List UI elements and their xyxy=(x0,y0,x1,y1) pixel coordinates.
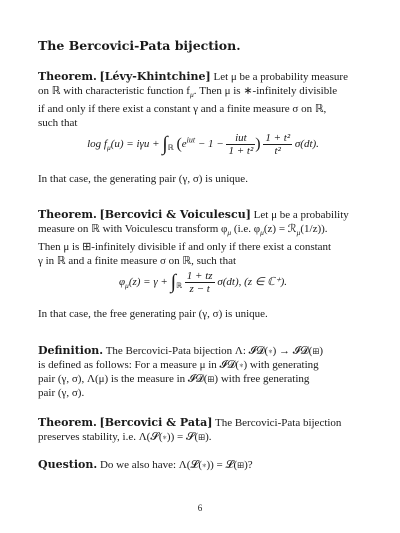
theorem-text: such that xyxy=(38,117,78,130)
eq-mid: (z) = γ + xyxy=(128,276,168,289)
theorem-text: (z) = ℛ xyxy=(263,223,297,235)
theorem-text: preserves stability, i.e. Λ(𝓢(∗)) = 𝓢(⊞). xyxy=(38,431,212,443)
question-text: Do we also have: Λ(𝓛(∗)) = 𝓛(⊞)? xyxy=(99,459,253,471)
equation-levy-khintchine: $\log f_\mu(u) = i\gamma u + \int_ℝ$ ($e^{iut} - 1$ − $\frac{\text{iut}}{\text{1 + t²}}$ ) $\frac{\text{1 + t²}}{\text{t²}}$ σ(dt). xyxy=(87,132,319,157)
theorem-text: (i.e. φ xyxy=(231,223,261,235)
theorem-tag: [Lévy-Khintchine] xyxy=(99,70,211,83)
eq-frac-den: t² xyxy=(274,145,281,157)
eq-minus: − 1 − xyxy=(195,138,224,151)
theorem-text: . Then μ is ∗-infinitely divisible xyxy=(193,85,338,97)
definition-label: Definition. xyxy=(38,344,104,357)
eq-int-sub: ℝ xyxy=(167,143,174,153)
theorem-label: Theorem. xyxy=(38,416,97,429)
theorem-text: (1/z)). xyxy=(300,223,328,235)
eq-tail: σ(dt), (z ∈ ℂ⁺). xyxy=(217,276,288,289)
theorem-bercovici-pata xyxy=(38,416,368,444)
equation-voiculescu: $\varphi_\mu(z) = \gamma + \int_ℝ$ $\frac{1 + tz}{z - t}$ σ(dt), (z ∈ ℂ⁺). xyxy=(118,270,288,295)
eq-mid: (u) = iγu + xyxy=(110,138,160,151)
theorem-text: The Bercovici-Pata bijection xyxy=(214,417,342,429)
theorem-text: if and only if there exist a constant γ and a finite measure σ on ℝ, xyxy=(38,103,327,116)
theorem-tag: [Bercovici & Pata] xyxy=(99,416,213,429)
theorem-text: Let μ be a probability measure xyxy=(213,71,348,83)
question xyxy=(38,458,368,472)
definition-bercovici-pata xyxy=(38,344,368,400)
eq-int-sub: ℝ xyxy=(176,281,183,291)
eq-frac-num: iut xyxy=(226,132,255,145)
eq-lhs: log f xyxy=(87,138,107,151)
page-number: 6 xyxy=(197,503,203,513)
question-label: Question. xyxy=(38,458,98,471)
theorem-after-text: In that case, the free generating pair (γ, σ) is unique. xyxy=(38,308,268,320)
definition-text: pair (γ, σ). xyxy=(38,387,85,399)
theorem-text: Then μ is ⊞-infinitely divisible if and only if there exist a constant xyxy=(38,241,332,254)
definition-text: The Bercovici-Pata bijection Λ: 𝓘𝓓(∗) → 𝓘𝓓(⊞) xyxy=(105,345,323,357)
theorem-after-text: In that case, the generating pair (γ, σ) is unique. xyxy=(38,173,248,185)
eq-tail: σ(dt). xyxy=(294,138,319,151)
eq-frac-num: 1 + tz xyxy=(186,270,213,282)
theorem-text: on ℝ with characteristic function f xyxy=(38,85,190,97)
theorem-text: γ in ℝ and a finite measure σ on ℝ, such that xyxy=(38,255,237,268)
eq-frac-num: 1 + t² xyxy=(265,132,291,144)
definition-text: pair (γ, σ), Λ(μ) is the measure in 𝓘𝓓(⊞) with free generating xyxy=(38,373,310,385)
eq-frac-den: z − t xyxy=(189,283,210,295)
section-title: The Bercovici-Pata bijection. xyxy=(38,38,241,53)
eq-frac-den: 1 + t² xyxy=(228,145,254,157)
eq-lhs: φ xyxy=(118,276,126,289)
theorem-text: Let μ be a probability xyxy=(253,209,349,221)
definition-text: is defined as follows: For a measure μ in 𝓘𝓓(∗) with generating xyxy=(38,359,319,371)
theorem-levy-khintchine: Theorem. [Lévy-Khintchine] Let μ be a probability measure on ℝ with characteristic function $f_\mu$. Then μ is ∗-infinitely divisible if and only if there exist a constant γ and a finite measure σ on ℝ, such that xyxy=(38,70,368,130)
theorem-label: Theorem. xyxy=(38,70,97,83)
theorem-text: measure on ℝ with Voiculescu transform φ xyxy=(38,223,228,235)
theorem-label: Theorem. xyxy=(38,208,97,221)
theorem-bercovici-voiculescu: Theorem. [Bercovici & Voiculescu] Let μ be a probability measure on ℝ with Voiculescu transform $\varphi_\mu$ (i.e. $\varphi_\mu(z)$ = ℛ$_\mu$(1/z)). Then μ is ⊞-infinitely divisible if and only if there exist a constant γ in ℝ and a finite measure σ on ℝ, such that xyxy=(38,208,368,268)
eq-exp: iut xyxy=(186,135,196,145)
theorem-tag: [Bercovici & Voiculescu] xyxy=(99,208,251,221)
